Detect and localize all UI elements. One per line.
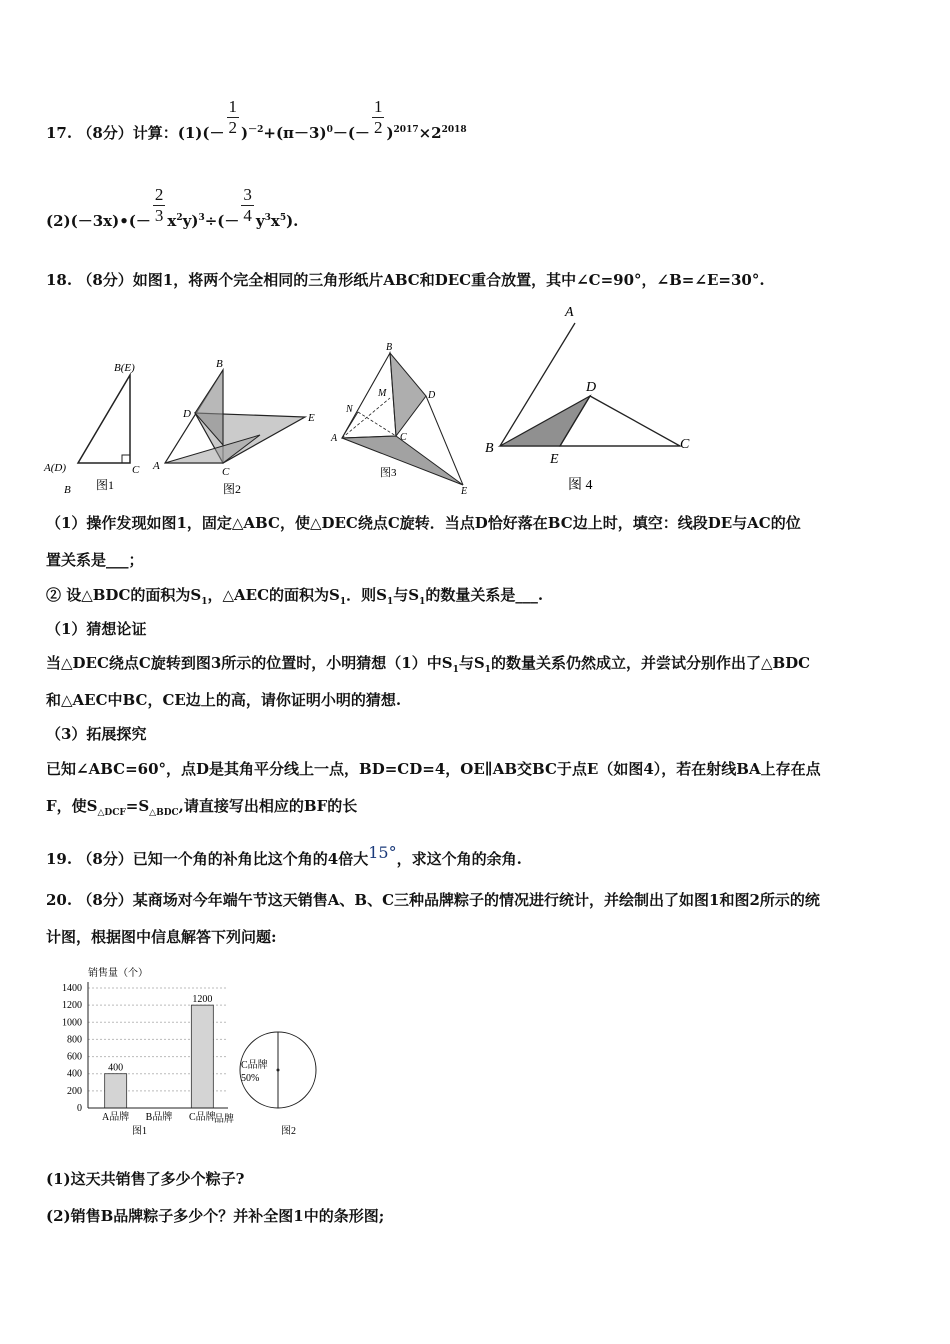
frac-num: 1 [373,96,383,116]
y-tick-label: 1400 [62,983,82,994]
q18-p2-line2: 和△AEC中BC，CE边上的高，请你证明小明的猜想. [46,691,402,709]
subscript: 1 [452,665,459,675]
fraction-half [227,97,240,138]
q18-p2-title: （1）猜想论证 [46,620,147,638]
fig3-height-cn [358,412,396,436]
frac-num: 3 [243,184,252,204]
frac-num: 1 [228,96,237,116]
q17-text: ÷(－ [204,212,240,230]
fig2-label-e: E [308,412,315,424]
fig2-label-a: A [153,460,160,472]
q18-p3-line2 [46,796,357,823]
fraction-two-thirds [153,185,166,226]
fig1-right-angle [122,455,130,463]
pie-center [277,1069,280,1072]
chart-categories [102,1110,216,1123]
q18-text: ② 设△BDC的面积为S [46,586,202,604]
fig3-label-c: C [400,432,407,443]
y-tick-label: 400 [67,1068,82,1080]
y-tick-label: 200 [67,1085,82,1097]
q18-text: =S [125,797,150,815]
chart-xlabel: 品牌 [214,1114,234,1125]
q17-text: (1)(－ [177,124,225,142]
fig1-label-c: C [132,464,140,476]
subscript: 1 [386,597,394,607]
exponent: 5 [279,213,287,223]
fig1-label-a: A(D) [44,462,66,474]
q19-degree: 15° [368,843,397,862]
fig2-label-d: D [183,408,191,420]
q17-text: ×2 [418,124,442,142]
frac-num: 2 [154,184,164,204]
subscript: 1 [339,597,347,607]
subscript: △DCF [97,808,126,818]
q17-text: ) [241,124,249,142]
fig3-an [342,412,358,438]
y-tick-label: 600 [67,1051,82,1063]
pie-caption: 图2 [281,1126,296,1137]
q18-text: 与S [458,654,485,672]
q18-text: 的数量关系仍然成立，并尝试分别作出了△BDC [490,654,811,672]
q18-text: 当△DEC绕点C旋转到图3所示的位置时，小明猜想（1）中S [46,654,453,672]
exponent: 3 [198,213,205,223]
fig1-label-b2: B [64,484,71,495]
q18-p3-title: （3）拓展探究 [46,725,147,743]
figure-2 [150,355,320,500]
q17-line2 [46,184,299,231]
chart-ticks [62,983,82,1114]
exponent: 2 [176,213,183,223]
subscript: 1 [419,597,426,607]
x-category-label: C品牌 [188,1112,216,1123]
fraction-half [372,97,385,138]
pie-label-pct: 50% [241,1073,260,1084]
fig2-label-b: B [216,358,223,370]
q17-text: ) [386,124,394,142]
fig3-label-d: D [428,390,436,401]
y-tick-label: 0 [77,1103,82,1114]
frac-den: 3 [154,205,164,225]
q18-p3-line1: 已知∠ABC=60°，点D是其角平分线上一点，BD=CD=4，OE∥AB交BC于点E（如图4），若在射线BA上存在点 [46,760,821,778]
x-category-label: B品牌 [145,1112,173,1123]
y-tick-label: 800 [67,1034,82,1046]
subscript: △BDC [149,808,179,818]
pie-label-c: C品牌 [241,1060,268,1071]
q17-text: y) [182,212,199,230]
fig3-label-a: A [331,433,338,444]
figure-1 [40,355,150,495]
q17-text: ). [286,212,299,230]
fig4-label-e: E [550,452,559,467]
q18-stem: 18. （8分）如图1，将两个完全相同的三角形纸片ABC和DEC重合放置，其中∠C=90°，∠B=∠E=30°. [46,271,765,289]
fig3-label-m: M [378,388,387,399]
q17-text: y [255,212,265,230]
bar-data-label: 400 [108,1062,124,1074]
fig1-triangle [78,375,130,463]
q18-text: ．则S [346,586,387,604]
exponent: 3 [264,213,271,223]
q20-line2: 计图，根据图中信息解答下列问题: [46,928,277,946]
q17-text: x [270,212,280,230]
fig4-caption: 图 4 [568,478,593,493]
q17-line1 [46,96,467,143]
q17-text: +(π－3) [263,124,327,142]
q18-text: F，使S [46,797,98,815]
q17-head: 17. （8分）计算： [46,124,178,142]
fig4-label-a: A [565,305,574,320]
fig3-triangle-aec [342,436,463,485]
fig4-label-b: B [485,441,494,456]
q20-sub2: (2)销售B品牌粽子多少个？并补全图1中的条形图; [46,1207,385,1225]
q20-line1: 20. （8分）某商场对今年端午节这天销售A、B、C三种品牌粽子的情况进行统计，并绘制出了如图1和图2所示的统 [46,891,820,909]
q18-text: 与S [393,586,420,604]
bar-chart [40,962,250,1142]
frac-den: 2 [373,117,383,137]
fig3-caption: 图3 [380,467,397,479]
bar [105,1074,127,1108]
q20-sub1: (1)这天共销售了多少个粽子? [46,1170,245,1188]
fig1-caption: 图1 [96,478,115,492]
fig2-label-c: C [222,466,230,478]
exponent: 2017 [393,125,419,135]
bar-data-label: 1200 [192,994,213,1006]
q18-p1-line1: （1）操作发现如图1，固定△ABC，使△DEC绕点C旋转．当点D恰好落在BC边上时，填空：线段DE与AC的位 [46,514,801,532]
fig4-label-d: D [586,380,597,395]
y-tick-label: 1200 [62,1000,82,1012]
subscript: 1 [201,597,208,607]
fig3-triangle-bdc [390,353,426,436]
q19-line [46,843,522,869]
exponent: 2018 [441,125,467,135]
fig4-triangle-bde [500,396,590,446]
fig4-label-c: C [680,437,690,452]
q19-text: ，求这个角的余角. [396,850,522,868]
figure-3 [328,340,478,498]
q19-text: 19. （8分）已知一个角的补角比这个角的4倍大 [46,850,369,868]
figure-4 [480,298,700,498]
q18-text: ，△AEC的面积为S [207,586,340,604]
chart-ylabel: 销售量（个） [88,968,148,979]
chart-caption: 图1 [132,1126,147,1137]
fig1-label-b: B(E) [114,362,135,374]
fig3-label-n: N [346,404,353,415]
q18-p1-line2: 置关系是___； [46,551,144,569]
q17-text: －(－ [332,124,370,142]
frac-den: 2 [228,117,237,137]
q18-p1b [46,585,543,612]
y-tick-label: 1000 [62,1017,82,1029]
q17-text: x [167,212,177,230]
pie-chart [232,1028,332,1143]
exponent: 0 [326,125,333,135]
frac-den: 4 [243,205,252,225]
chart-bars [105,994,214,1108]
fig3-label-b: B [386,342,393,353]
q17-text: (2)(－3x)•(－ [46,212,151,230]
x-category-label: A品牌 [102,1112,130,1123]
fraction-three-quarters [241,185,254,226]
bar [191,1005,213,1108]
fig2-caption: 图2 [223,482,242,496]
subscript: 1 [484,665,491,675]
q18-text: ,请直接写出相应的BF的长 [178,797,358,815]
q18-text: 的数量关系是___. [425,586,544,604]
fig3-label-e: E [461,486,468,497]
q18-p2-line1 [46,653,810,680]
exponent: －2 [248,125,264,135]
